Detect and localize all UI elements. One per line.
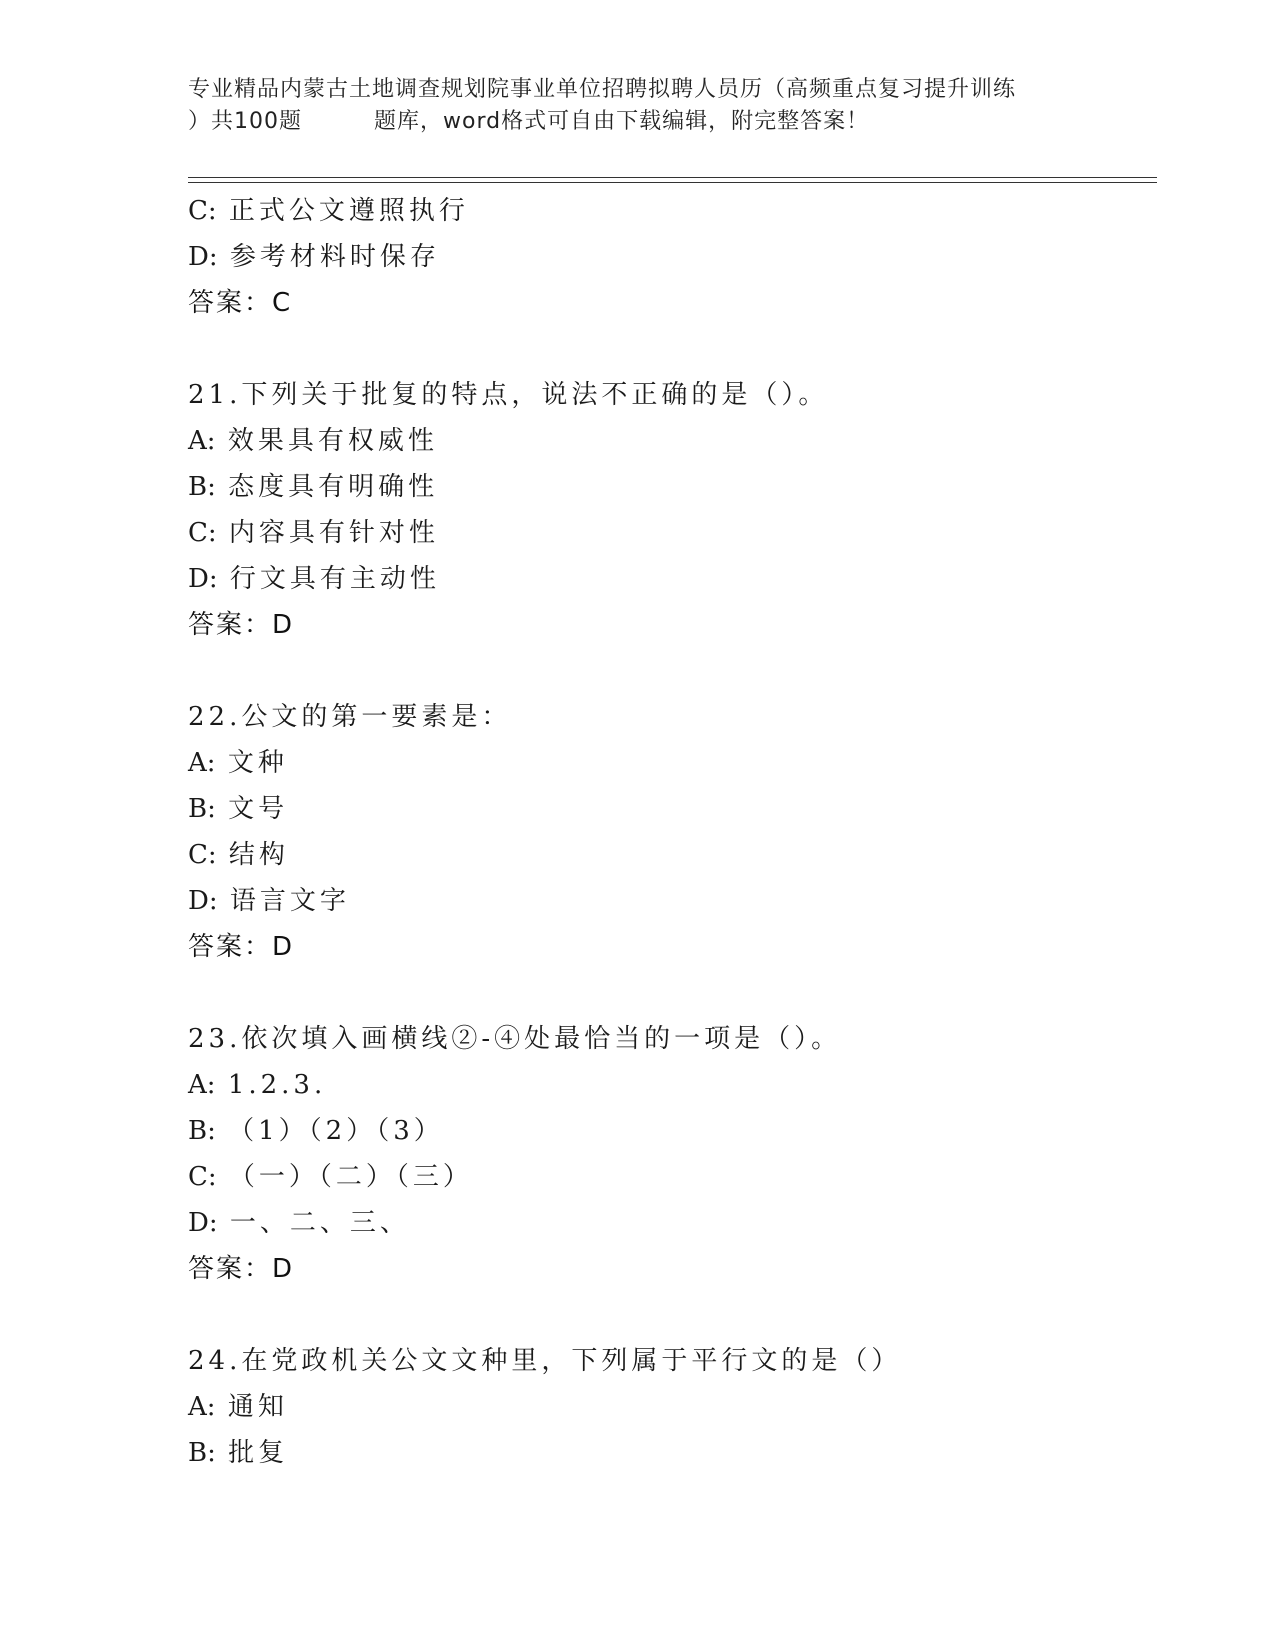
option-row (188, 1154, 1148, 1200)
header-divider-top (188, 177, 1157, 178)
answer-line: 答案：C (188, 288, 293, 318)
question-stem: 24.在党政机关公文文种里，下列属于平行文的是（） (188, 1346, 902, 1376)
option-text: 文种 (227, 748, 288, 778)
option-row (188, 510, 1148, 556)
option-text: 1.2.3. (227, 1070, 327, 1100)
option-letter: A: (188, 1392, 216, 1422)
answer-line: 答案：D (188, 610, 295, 640)
option-row (188, 786, 1148, 832)
option-row (188, 1108, 1148, 1154)
option-letter: D: (188, 242, 218, 272)
header-divider-bottom (188, 182, 1157, 183)
option-text: 正式公文遵照执行 (228, 196, 469, 226)
option-text: 一、二、三、 (229, 1208, 410, 1238)
option-letter: D: (188, 564, 218, 594)
question-list (188, 188, 1148, 1476)
option-row (188, 188, 1148, 234)
option-letter: C: (188, 1162, 217, 1192)
option-text: （1）（2）（3） (228, 1116, 444, 1146)
document-header (188, 74, 1088, 138)
option-letter: C: (188, 840, 217, 870)
option-text: （一）（二）（三） (228, 1162, 473, 1192)
header-title-part-a: ）共100题 (188, 109, 302, 134)
option-text: 内容具有针对性 (228, 518, 439, 548)
option-row (188, 1062, 1148, 1108)
option-letter: C: (188, 518, 217, 548)
option-row (188, 1384, 1148, 1430)
option-letter: B: (188, 794, 216, 824)
option-letter: A: (188, 1070, 216, 1100)
option-row (188, 878, 1148, 924)
option-text: 结构 (228, 840, 289, 870)
question-stem: 21.下列关于批复的特点，说法不正确的是（）。 (188, 380, 829, 410)
answer-line: 答案：D (188, 932, 295, 962)
option-text: 批复 (228, 1438, 289, 1468)
option-letter: C: (188, 196, 217, 226)
option-letter: A: (188, 748, 216, 778)
option-row (188, 1200, 1148, 1246)
option-text: 语言文字 (229, 886, 350, 916)
answer-line: 答案：D (188, 1254, 295, 1284)
header-title-line-1: 专业精品内蒙古土地调查规划院事业单位招聘拟聘人员历（高频重点复习提升训练 (188, 77, 1017, 102)
option-text: 态度具有明确性 (228, 472, 439, 502)
option-letter: B: (188, 1438, 216, 1468)
option-text: 行文具有主动性 (229, 564, 440, 594)
question-stem: 23.依次填入画横线②-④处最恰当的一项是（）。 (188, 1024, 842, 1054)
option-row (188, 464, 1148, 510)
option-row (188, 556, 1148, 602)
option-text: 通知 (227, 1392, 288, 1422)
option-row (188, 1430, 1148, 1476)
option-letter: B: (188, 472, 216, 502)
option-letter: D: (188, 1208, 218, 1238)
option-text: 效果具有权威性 (227, 426, 438, 456)
header-title-part-b: 题库，word格式可自由下载编辑，附完整答案！ (374, 109, 870, 134)
option-letter: B: (188, 1116, 216, 1146)
option-text: 文号 (228, 794, 289, 824)
option-letter: A: (188, 426, 216, 456)
option-row (188, 418, 1148, 464)
option-letter: D: (188, 886, 218, 916)
option-row (188, 740, 1148, 786)
header-title-line-2 (188, 106, 1088, 138)
option-text: 参考材料时保存 (229, 242, 440, 272)
question-stem: 22.公文的第一要素是： (188, 702, 512, 732)
option-row (188, 832, 1148, 878)
option-row (188, 234, 1148, 280)
